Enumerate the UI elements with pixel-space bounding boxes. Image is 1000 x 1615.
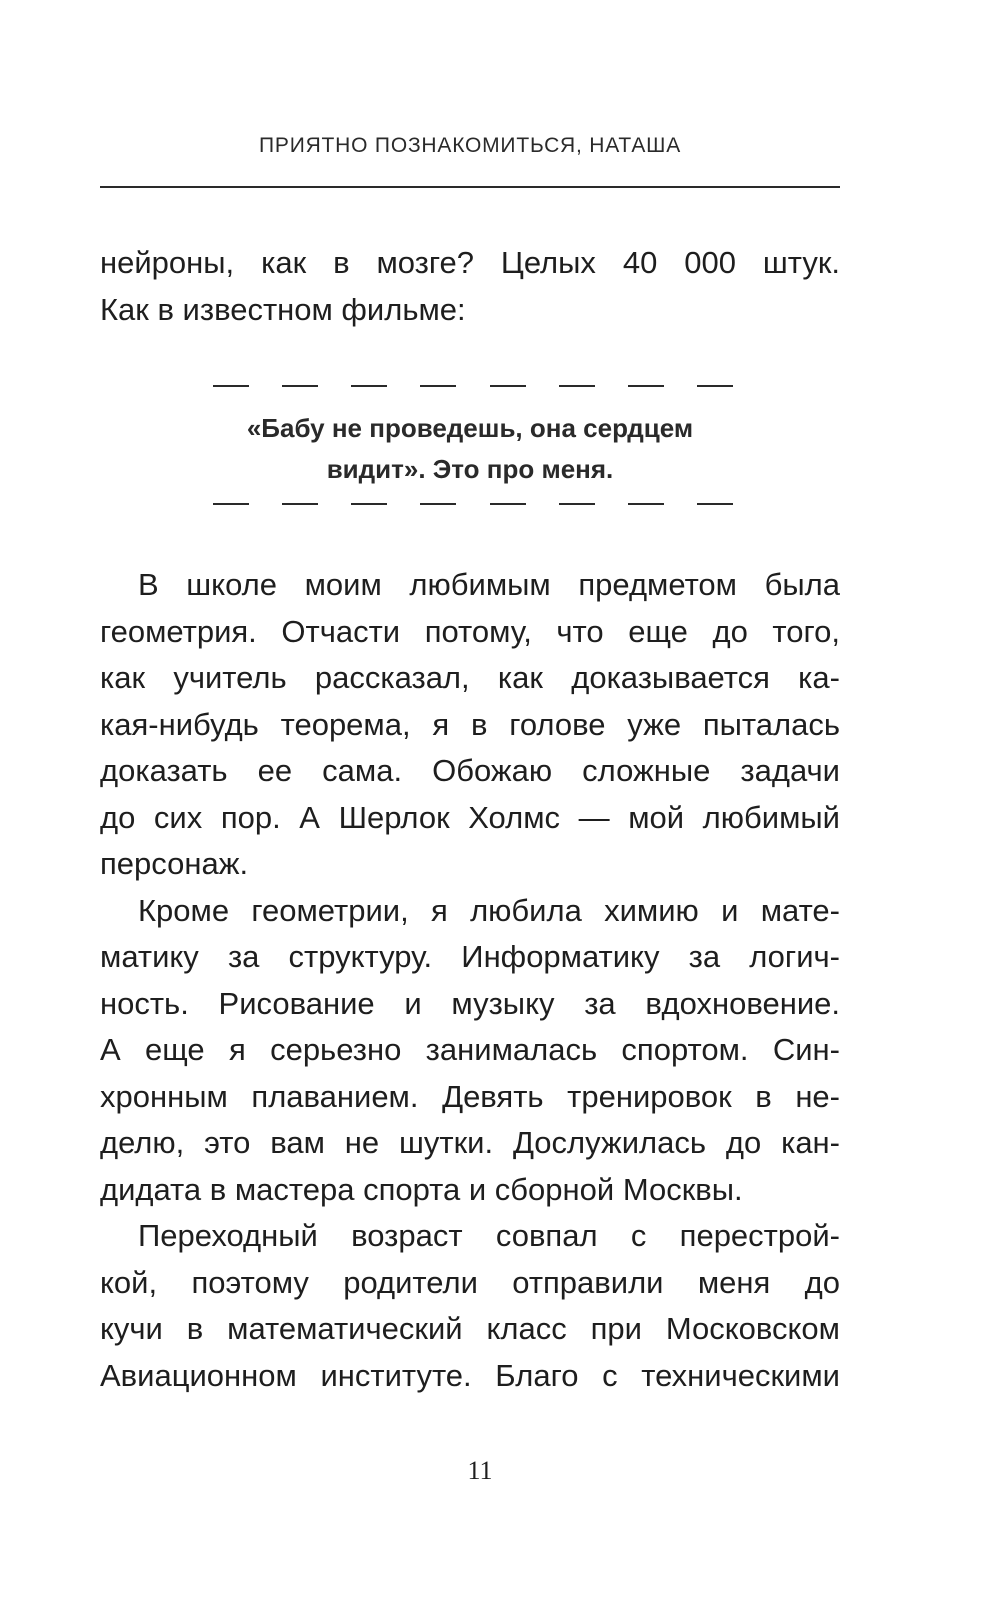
text-line: ность. Рисование и музыку за вдохновение.: [100, 985, 840, 1021]
text-line: дидата в мастера спорта и сборной Москвы.: [100, 1171, 743, 1207]
quote-line: видит». Это про меня.: [326, 454, 614, 484]
text-line: нейроны, как в мозге? Целых 40 000 штук.: [100, 245, 840, 280]
text-line: как учитель рассказал, как доказывается ка-: [100, 660, 840, 695]
text-line: делю, это вам не шутки. Дослужилась до кан-: [100, 1125, 840, 1160]
dash: [351, 385, 387, 387]
text-line: кучи в математический класс при Московском: [100, 1311, 840, 1346]
dash: [213, 503, 249, 505]
text-line: В школе моим любимым предметом была: [138, 567, 840, 602]
pull-quote: [200, 408, 740, 490]
dash: [420, 503, 456, 505]
quote-divider-top: [213, 385, 733, 387]
dash: [213, 385, 249, 387]
text-line: хронным плаванием. Девять тренировок в не-: [100, 1078, 840, 1114]
text-line: персонаж.: [100, 846, 249, 881]
text-line: Кроме геометрии, я любила химию и мате-: [138, 892, 840, 928]
text-line: до сих пор. А Шерлок Холмс — мой любимый: [100, 799, 840, 835]
text-line: доказать ее сама. Обожаю сложные задачи: [100, 753, 840, 788]
quote-divider-bottom: [213, 503, 733, 505]
dash: [559, 503, 595, 505]
dash: [282, 503, 318, 505]
dash: [420, 385, 456, 387]
paragraph-3: [100, 1213, 840, 1399]
dash: [697, 503, 733, 505]
text-line: кой, поэтому родители отправили меня до: [100, 1264, 840, 1300]
dash: [282, 385, 318, 387]
paragraph-2: [100, 888, 840, 1214]
text-line: Переходный возраст совпал с перестрой-: [138, 1218, 840, 1253]
dash: [628, 385, 664, 387]
intro-paragraph: [100, 240, 840, 333]
body-text: [100, 562, 840, 1399]
dash: [697, 385, 733, 387]
dash: [351, 503, 387, 505]
text-line: А еще я серьезно занималась спортом. Син-: [100, 1032, 840, 1067]
text-line: Как в известном фильме:: [100, 291, 466, 327]
text-line: матику за структуру. Информатику за логич-: [100, 939, 840, 974]
dash: [559, 385, 595, 387]
dash: [490, 503, 526, 505]
paragraph-1: [100, 562, 840, 888]
running-head: ПРИЯТНО ПОЗНАКОМИТЬСЯ, НАТАША: [259, 134, 681, 157]
dash: [628, 503, 664, 505]
text-line: геометрия. Отчасти потому, что еще до того,: [100, 613, 840, 649]
quote-line: «Бабу не проведешь, она сердцем: [246, 413, 694, 443]
dash: [490, 385, 526, 387]
text-line: кая-нибудь теорема, я в голове уже пыталась: [100, 706, 840, 742]
header-rule: [100, 186, 840, 188]
text-line: Авиационном институте. Благо с техническими: [100, 1357, 840, 1393]
page-number: 11: [467, 1456, 493, 1485]
